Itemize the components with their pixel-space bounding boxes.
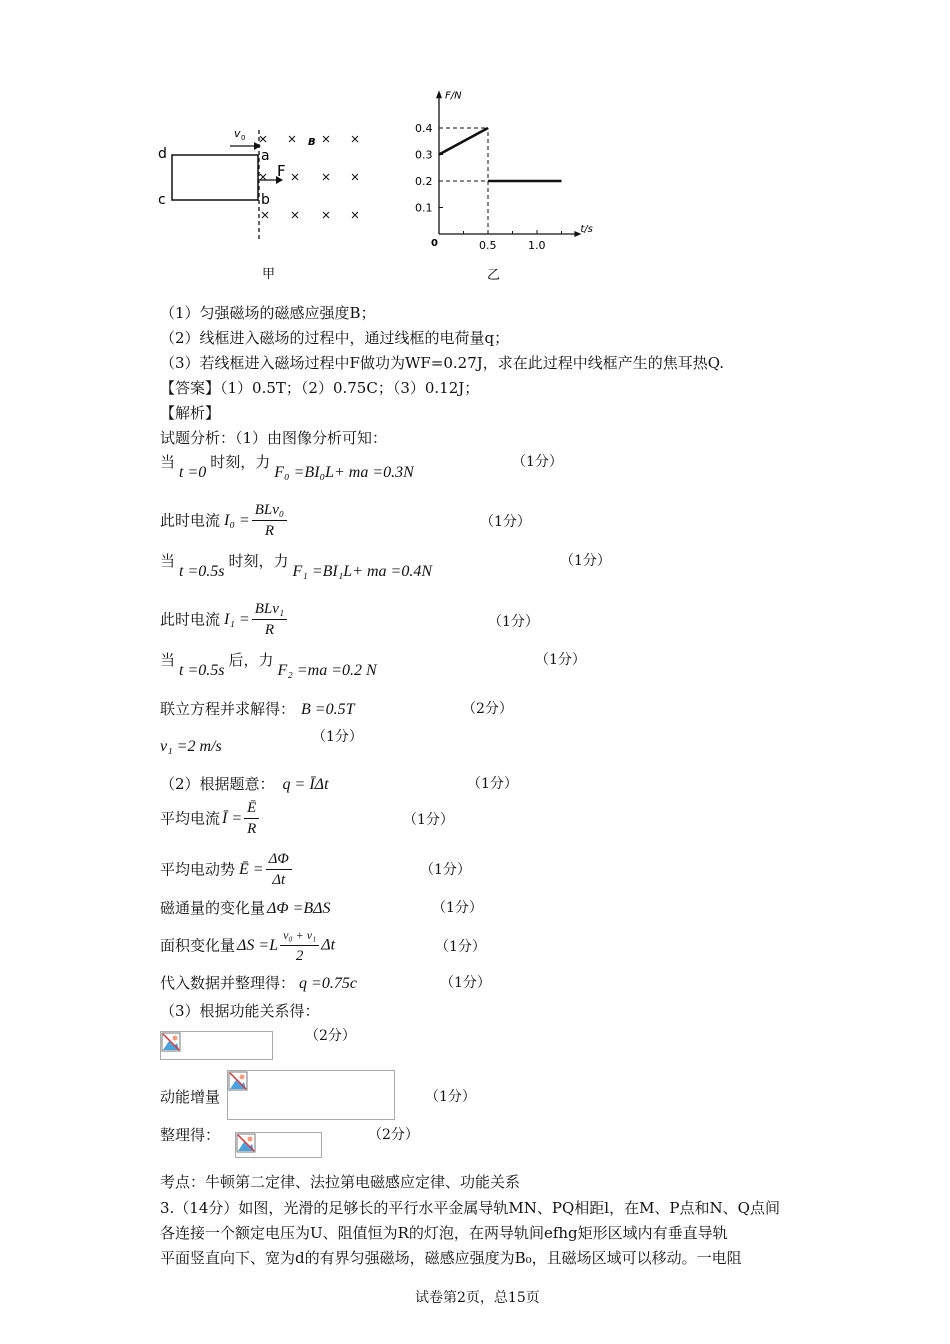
step-5: 当t =0.5s后，力F₂ =ma =0.2 N: [160, 651, 377, 679]
step-1: 当t =0时刻，力F₀ =BI₀L+ ma =0.3N: [160, 453, 414, 481]
y-tick-label: 0.1: [415, 201, 433, 215]
step-4: 此时电流 I₁ = $\frac{\text{BLv₁}}{R}$: [160, 599, 289, 640]
step-13: 代入数据并整理得： q =0.75c: [160, 974, 357, 992]
step-16: 动能增量: [160, 1088, 221, 1106]
magnetic-field-crosses: [260, 136, 358, 218]
origin-label: 0: [431, 238, 438, 249]
step-7: v₁ =2 m/s: [160, 738, 222, 755]
score-13: （1分）: [440, 975, 491, 991]
y-tick-label: 0.2: [415, 175, 433, 188]
score-1: （1分）: [512, 454, 563, 470]
problem-3-line-2: 各连接一个额定电压为U、阻值恒为R的灯泡，在两导轨间efhg矩形区域内有垂直导轨: [160, 1224, 728, 1242]
wire-frame: [172, 155, 258, 200]
score-7: （1分）: [312, 729, 363, 745]
step-8: （2）根据题意： q = ĪΔt: [160, 775, 329, 793]
page-footer: 试卷第2页，总15页: [415, 1290, 540, 1306]
y-axis-arrow: [436, 90, 442, 98]
corner-d: d: [158, 146, 167, 162]
score-3: （1分）: [560, 553, 611, 569]
score-17: （2分）: [368, 1127, 419, 1143]
v0-label: v: [234, 127, 241, 140]
score-5: （1分）: [535, 652, 586, 668]
y-axis-label: F/N: [445, 90, 462, 102]
score-11: （1分）: [432, 900, 483, 916]
broken-image-icon: [236, 1133, 256, 1153]
y-tick-label: 0.4: [415, 122, 433, 135]
broken-image-icon: [228, 1071, 248, 1091]
svg-text:0: 0: [241, 134, 246, 142]
equation-image-3: [235, 1132, 322, 1158]
step-11: 磁通量的变化量 ΔΦ =BΔS: [160, 899, 331, 917]
step-17: 整理得：: [160, 1126, 221, 1144]
corner-b: b: [261, 192, 270, 208]
analysis-intro: 试题分析：（1）由图像分析可知：: [160, 429, 388, 447]
step-3: 当t =0.5s时刻，力F₁ =BI₁L+ ma =0.4N: [160, 552, 433, 580]
score-4: （1分）: [488, 614, 539, 630]
question-1: （1）匀强磁场的磁感应强度B；: [160, 304, 376, 322]
caption-yi: 乙: [487, 268, 501, 283]
problem-3-line-1: 3.（14分）如图，光滑的足够长的平行水平金属导轨MN、PQ相距l，在M、P点和N、Q点间: [160, 1199, 780, 1217]
score-6: （2分）: [462, 701, 513, 717]
step-12: 面积变化量 ΔS =L $\frac{\text{v₀ + v₁}}{2}$ Δt: [160, 925, 335, 966]
figure-yi-chart: [405, 82, 593, 283]
step-6: 联立方程并求解得： B =0.5T: [160, 700, 355, 718]
corner-a: a: [261, 148, 270, 164]
step-2: 此时电流 I₀ = $\frac{\text{BLv₀}}{R}$: [160, 500, 289, 541]
score-16: （1分）: [425, 1089, 476, 1105]
step-10: 平均电动势 Ē = $\frac{\Delta\Phi}{\Delta t}$: [160, 849, 294, 890]
y-tick-label: 0.3: [415, 148, 433, 162]
step-14: （3）根据功能关系得：: [160, 1002, 320, 1020]
figure-jia: [150, 120, 380, 290]
problem-3-line-3: 平面竖直向下、宽为d的有界匀强磁场，磁感应强度为B₀，且磁场区域可以移动。一电阻: [160, 1249, 742, 1267]
score-2: （1分）: [480, 514, 531, 530]
x-tick-label: 0.5: [479, 239, 497, 252]
score-9: （1分）: [403, 812, 454, 828]
question-2: （2）线框进入磁场的过程中，通过线框的电荷量q；: [160, 329, 510, 347]
kaodian-line: 考点：牛顿第二定律、法拉第电磁感应定律、功能关系: [160, 1173, 521, 1191]
score-15: （2分）: [305, 1028, 356, 1044]
equation-image-2: [227, 1070, 395, 1120]
analysis-header: 【解析】: [160, 404, 221, 422]
x-tick-label: 1.0: [528, 239, 546, 252]
score-12: （1分）: [435, 939, 486, 955]
answer-line: 【答案】（1）0.5T；（2）0.75C；（3）0.12J；: [160, 379, 480, 397]
score-8: （1分）: [467, 776, 518, 792]
caption-jia: 甲: [262, 267, 276, 282]
corner-c: c: [158, 192, 166, 208]
force-label: F: [277, 162, 286, 180]
x-axis-label: t/s: [580, 224, 593, 235]
field-label-B: B: [308, 137, 316, 148]
score-10: （1分）: [420, 862, 471, 878]
question-3: （3）若线框进入磁场过程中F做功为WF=0.27J，求在此过程中线框产生的焦耳热Q.: [160, 354, 725, 372]
series-line-1: [439, 128, 488, 155]
step-9: 平均电流 Ī = $\frac{Ē}{R}$: [160, 798, 261, 839]
equation-image-1: [160, 1031, 273, 1060]
broken-image-icon: [161, 1032, 181, 1052]
